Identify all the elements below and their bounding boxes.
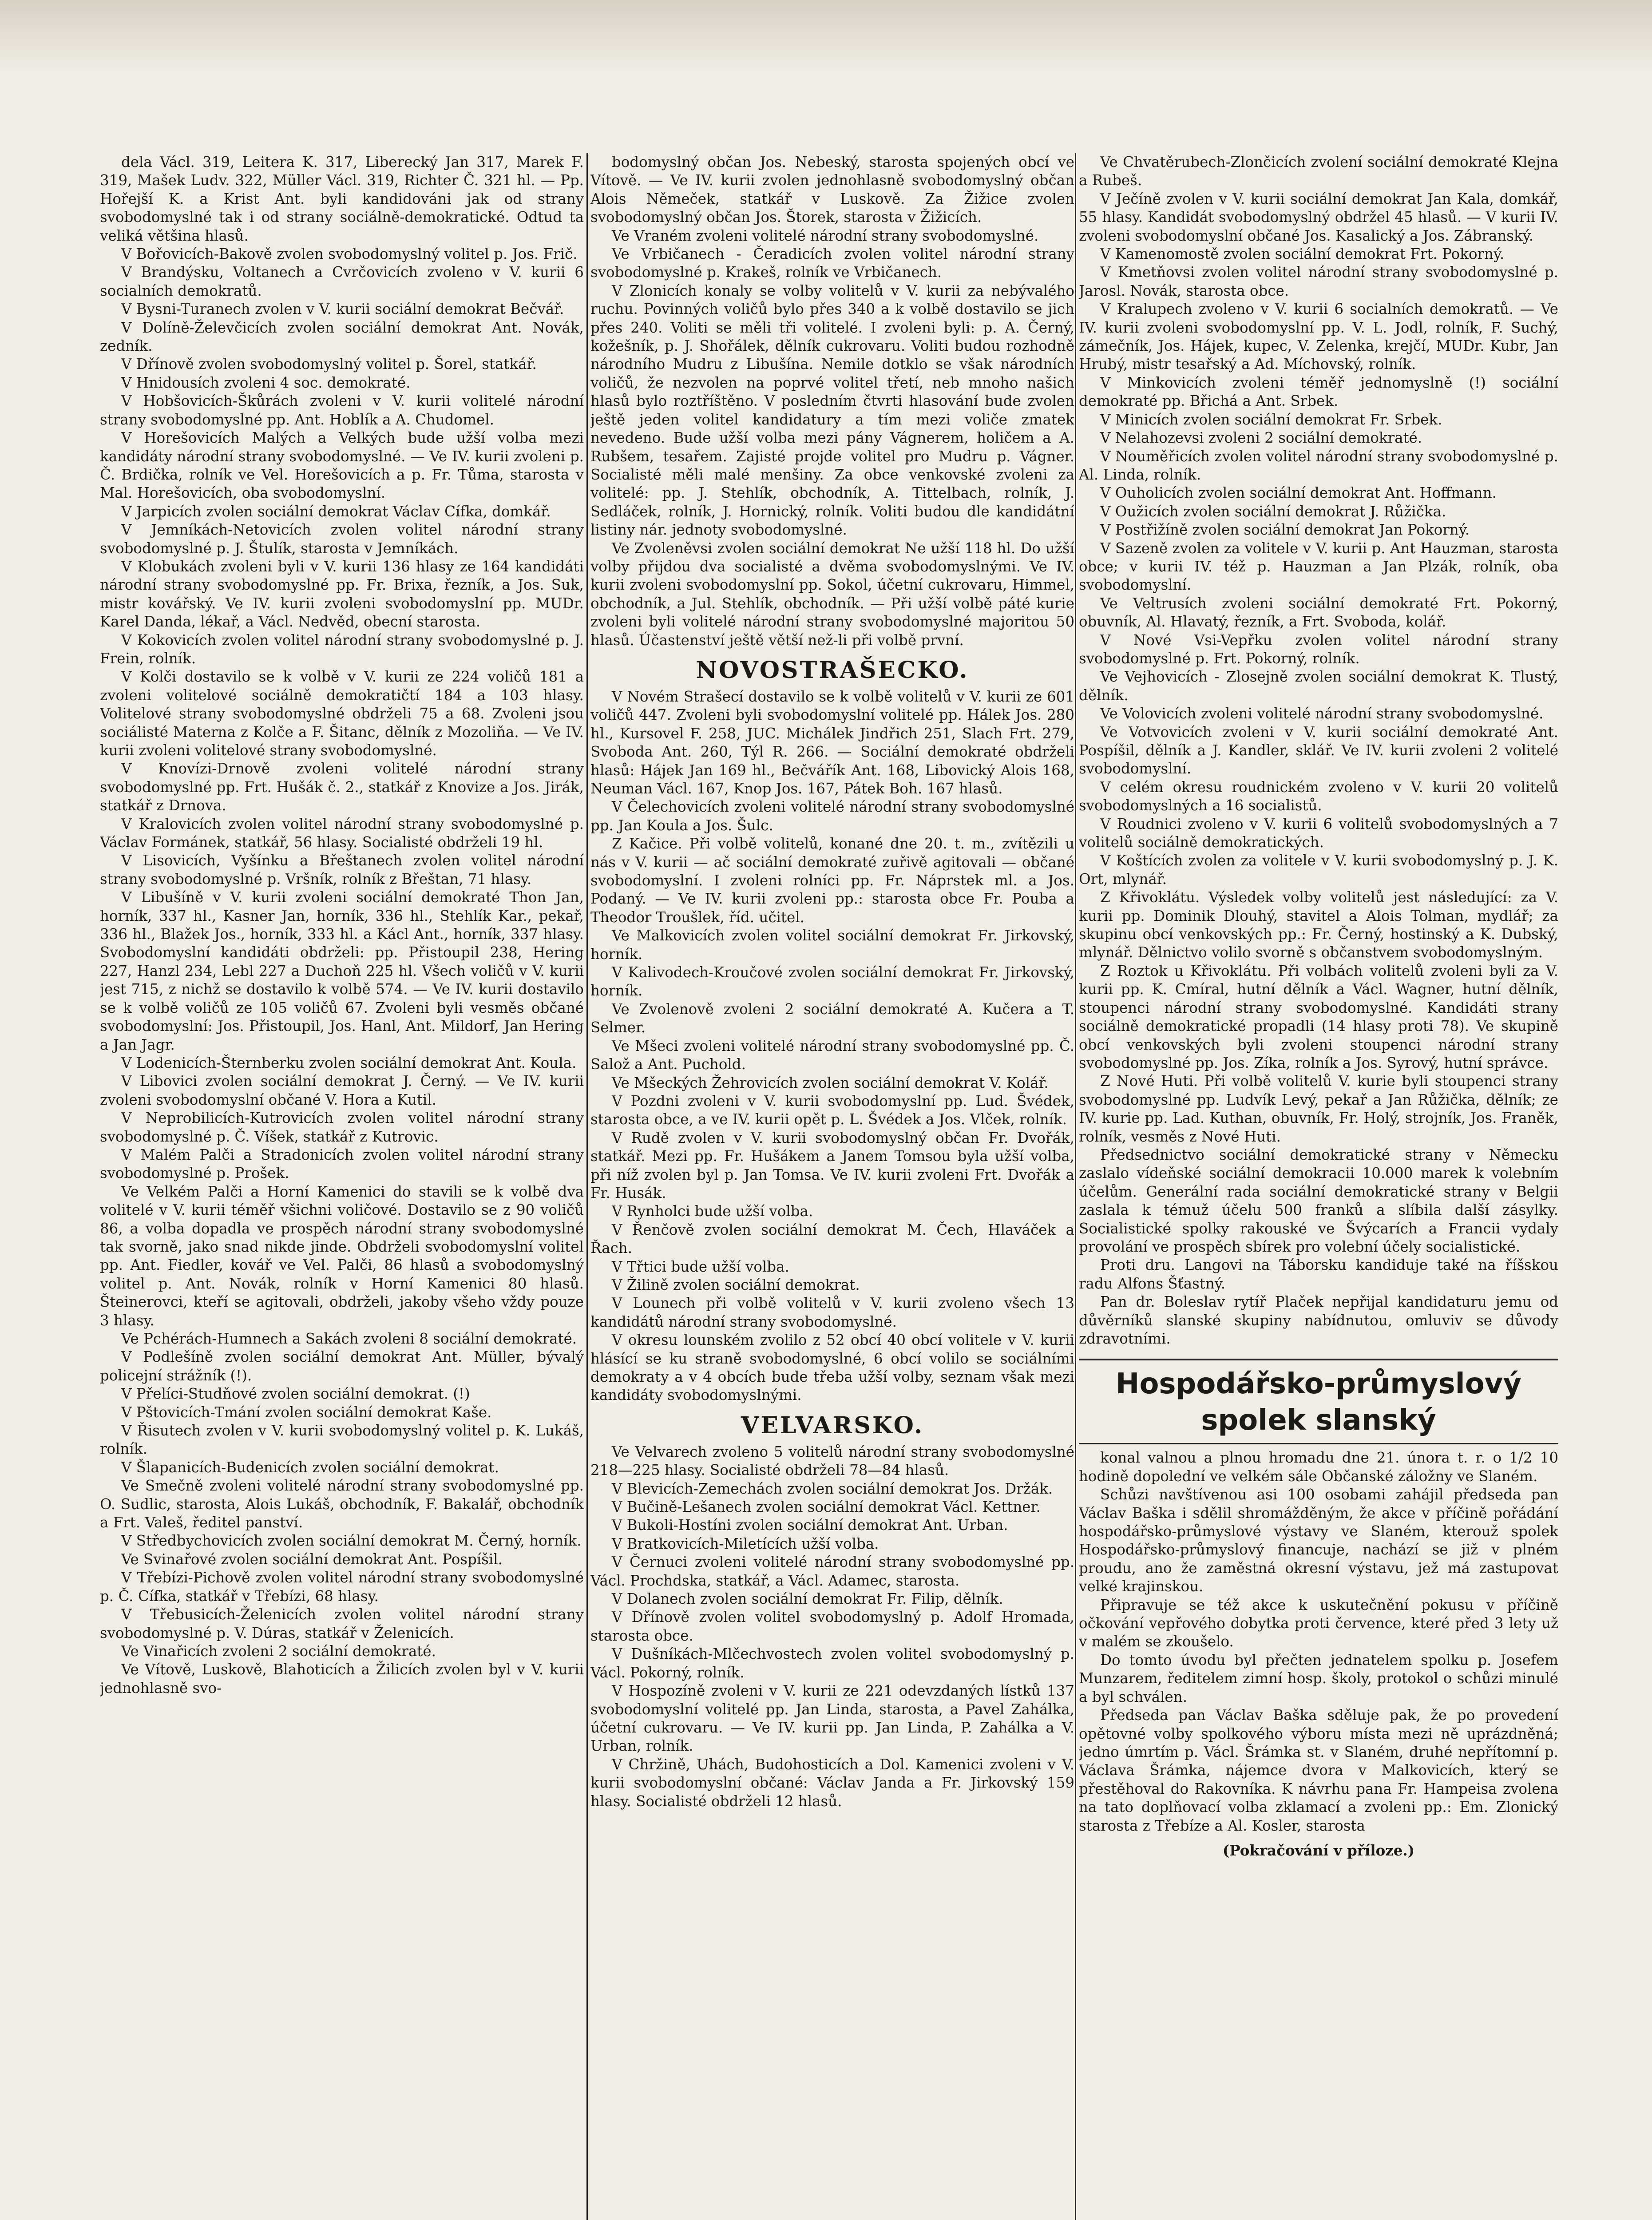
paragraph: V Řisutech zvolen v V. kurii svobodomyslný volitel p. K. Lukáš, rolník. bbox=[100, 1422, 584, 1458]
paragraph: V Kralovicích zvolen volitel národní strany svobodomyslné p. Václav Formánek, statkář, 56 hlasy. Socialisté obdrželi 19 hl. bbox=[100, 815, 584, 851]
paragraph: V Nové Vsi-Vepřku zvolen volitel národní strany svobodomyslné p. Frt. Pokorný, rolník. bbox=[1079, 631, 1558, 667]
paragraph: V Blevicích-Zemechách zvolen sociální demokrat Jos. Držák. bbox=[612, 1480, 1053, 1497]
paragraph: Ve Velkém Palči a Horní Kamenici do stavili se k volbě dva volitelé v V. kurii téměř všichni voličové. Dostavilo se z 90 voličů 86, a volba dopadla ve prospěch národní strany svobodomyslné tak svorně, jako snad nikde jinde. Obdrželi svobodomyslní volitel pp. Ant. Fiedler, kovář ve Vel. Palči, 86 hlasů a svobodomyslný volitel p. Ant. Novák, rolník v Horní Kamenici 80 hlasů. Šteinerovci, kteří se agitovali, obdrželi, jakoby všeho vždy pouze 3 hlasy. bbox=[100, 1183, 584, 1329]
paragraph: Do tomto úvodu byl přečten jednatelem spolku p. Josefem Munzarem, ředitelem zimní hosp. školy, protokol o schůzi minulé a byl schválen. bbox=[1079, 1651, 1558, 1705]
paragraph: V Kolči dostavilo se k volbě v V. kurii ze 224 voličů 181 a zvoleni volitelové sociálně demokratičtí 184 a 103 hlasy. Volitelové strany svobodomyslné obdrželi 75 a 68. Zvoleni jsou sociálisté Materna z Kolče a F. Šitanc, dělník z Mozoliňa. — Ve IV. kurii zvoleni volitelové strany svobodomyslné. bbox=[100, 668, 584, 759]
paragraph: V Roudnici zvoleno v V. kurii 6 volitelů svobodomyslných a 7 volitelů sociálně demokratických. bbox=[1079, 815, 1558, 851]
paragraph: V Dolíně-Želevčicích zvolen sociální demokrat Ant. Novák, zedník. bbox=[100, 319, 584, 355]
paragraph: V Ouholicích zvolen sociální demokrat Ant. Hoffmann. bbox=[1100, 484, 1497, 502]
paragraph: V Nouměřicích zvolen volitel národní strany svobodomyslné p. Al. Linda, rolník. bbox=[1079, 448, 1558, 483]
paragraph: Ve Votvovicích zvoleni v V. kurii sociální demokraté Ant. Pospíšil, dělník a J. Kandler, sklář. Ve IV. kurii zvoleni 2 volitelé svobodomyslní. bbox=[1079, 723, 1558, 777]
paragraph: V Přelíci-Studňové zvolen sociální demokrat. (!) bbox=[121, 1385, 470, 1403]
paragraph: V Středbychovicích zvolen sociální demokrat M. Černý, horník. bbox=[121, 1532, 582, 1550]
paragraph: Ve Vrbičanech - Čeradicích zvolen volitel národní strany svobodomyslné p. Krakeš, rolník ve Vrbičanech. bbox=[590, 246, 1074, 281]
paragraph: V Klobukách zvoleni byli v V. kurii 136 hlasy ze 164 kandidáti národní strany svobodomyslné pp. Fr. Brixa, řezník, a Jos. Suk, mistr kovářský. Ve IV. kurii zvoleni svobodomyslní pp. MUDr. Karel Danda, lékař, a Václ. Nedvěd, obecní starosta. bbox=[100, 558, 584, 630]
paragraph: Ve Veltrusích zvoleni sociální demokraté Frt. Pokorný, obuvník, Al. Hlavatý, řezník, a Frt. Svoboda, kolář. bbox=[1079, 595, 1558, 630]
paragraph: V Postřižíně zvolen sociální demokrat Jan Pokorný. bbox=[1100, 521, 1470, 539]
paragraph: Ve Malkovicích zvolen volitel sociální demokrat Fr. Jirkovský, horník. bbox=[590, 927, 1074, 963]
paragraph: V Kokovicích zvolen volitel národní strany svobodomyslné p. J. Frein, rolník. bbox=[100, 631, 584, 667]
paragraph: Z Kačice. Při volbě volitelů, konané dne 20. t. m., zvítězili u nás v V. kurii — ač sociální demokraté zuřivě agitovali — občané svobodomyslní. I zvoleni rolníci pp. Fr. Náprstek ml. a Jos. Podaný. — Ve IV. kurii zvoleni pp.: starosta obce Fr. Pouba a Theodor Troušlek, říd. učitel. bbox=[590, 835, 1074, 926]
paragraph: V Hospozíně zvoleni v V. kurii ze 221 odevzdaných lístků 137 svobodomyslní volitelé pp. Jan Linda, starosta, a Pavel Zahálka, účetní cukrovaru. — Ve IV. kurii pp. Jan Linda, P. Zahálka a V. Urban, rolník. bbox=[590, 1682, 1074, 1755]
paragraph: V Lisovicích, Vyšínku a Břeštanech zvolen volitel národní strany svobodomyslné p. Vršník, rolník z Břeštan, 71 hlasy. bbox=[100, 852, 584, 888]
paragraph: Ve Zvolenově zvoleni 2 sociální demokraté A. Kučera a T. Selmer. bbox=[590, 1000, 1074, 1036]
paragraph: V Čelechovicích zvoleni volitelé národní strany svobodomyslné pp. Jan Koula a Jos. Šulc. bbox=[590, 798, 1074, 834]
paragraph: Schůzi navštívenou asi 100 osobami zahájil předseda pan Václav Baška i sdělil shromážděným, že akce v příčině pořádání hospodářsko-průmyslové výstavy ve Slaném, kterouž spolek Hospodářsko-průmyslový financuje, nachází se již v plném proudu, ano že zaměstná okresní výstavu, jež má zastupovat velké krajinskou. bbox=[1079, 1486, 1558, 1595]
paragraph: V Třebusicích-Želenicích zvolen volitel národní strany svobodomyslné p. V. Dúras, statkář v Želenicích. bbox=[100, 1606, 584, 1641]
column-1 bbox=[100, 153, 584, 2220]
column-rule-1 bbox=[586, 153, 588, 2220]
paragraph: V Brandýsku, Voltanech a Cvrčovicích zvoleno v V. kurii 6 socialních demokratů. bbox=[100, 264, 584, 299]
paragraph: V Podlešíně zvolen sociální demokrat Ant. Müller, bývalý policejní strážník (!). bbox=[100, 1348, 584, 1384]
paragraph: V Horešovicích Malých a Velkých bude užší volba mezi kandidáty národní strany svobodomyslné. — Ve IV. kurii zvoleni p. Č. Brdička, rolník ve Vel. Horešovicích a p. Fr. Tůma, starosta v Mal. Horešovicích, oba svobodomyslní. bbox=[100, 429, 584, 502]
paragraph: V Malém Palči a Stradonicích zvolen volitel národní strany svobodomyslné p. Prošek. bbox=[100, 1146, 584, 1182]
paragraph: Pan dr. Boleslav rytíř Plaček nepřijal kandidaturu jemu od důvěrníků slanské skupiny nabídnutou, omluviv se důvody zdravotními. bbox=[1079, 1293, 1558, 1347]
article-title: Hospodářsko-průmyslový spolek slanský bbox=[1079, 1359, 1558, 1444]
column-3 bbox=[1079, 153, 1558, 2220]
paragraph: V Pštovicích-Tmání zvolen sociální demokrat Kaše. bbox=[121, 1403, 492, 1421]
section-heading: VELVARSKO. bbox=[741, 1411, 924, 1439]
paragraph: V Třtici bude užší volba. bbox=[612, 1258, 789, 1275]
paragraph: Z Roztok u Křivoklátu. Při volbách volitelů zvoleni byli za V. kurii pp. K. Cmíral, hutní dělník a Václ. Wagner, hutní dělník, stoupenci národní strany svobodomyslné. Kandidáti strany sociálně demokratické propadli (14 hlasy proti 78). Ve skupině obcí venkovských byli zvoleni stoupenci národní strany svobodomyslné pp. Jos. Zíka, rolník a Jos. Syrový, hutní správce. bbox=[1079, 962, 1558, 1071]
paragraph: Ve Mšeckých Žehrovicích zvolen sociální demokrat V. Kolář. bbox=[612, 1074, 1049, 1091]
paragraph: V Lodenicích-Šternberku zvolen sociální demokrat Ant. Koula. bbox=[121, 1054, 577, 1071]
paragraph: V Kalivodech-Kroučové zvolen sociální demokrat Fr. Jirkovský, horník. bbox=[590, 964, 1074, 999]
paragraph: V Kmetňovsi zvolen volitel národní strany svobodomyslné p. Jarosl. Novák, starosta obce. bbox=[1079, 264, 1558, 299]
paragraph: Ve Vraném zvoleni volitelé národní strany svobodomyslné. bbox=[612, 227, 1039, 244]
paragraph: V Nelahozevsi zvoleni 2 sociální demokraté. bbox=[1100, 429, 1422, 447]
paragraph: Ve Chvatěrubech-Zlončicích zvolení sociální demokraté Klejna a Rubeš. bbox=[1079, 154, 1558, 189]
paragraph: Ve Vítově, Luskově, Blahoticích a Žilicích zvolen byl v V. kurii jednohlasně svo- bbox=[100, 1661, 584, 1697]
paragraph: V Libovici zvolen sociální demokrat J. Černý. — Ve IV. kurii zvoleni svobodomyslní občané V. Hora a Kutil. bbox=[100, 1073, 584, 1108]
paragraph: V Koštících zvolen za volitele v V. kurii svobodomyslný p. J. K. Ort, mlynář. bbox=[1079, 852, 1558, 888]
paragraph: V Oužicích zvolen sociální demokrat J. Růžička. bbox=[1100, 503, 1446, 520]
paragraph: V Dolanech zvolen sociální demokrat Fr. Filip, dělník. bbox=[612, 1590, 1003, 1608]
paragraph: V celém okresu roudnickém zvoleno v V. kurii 20 volitelů svobodomyslných a 16 socialistů. bbox=[1079, 778, 1558, 814]
paragraph: Ve Volovicích zvoleni volitelé národní strany svobodomyslné. bbox=[1100, 705, 1544, 722]
paragraph: V Novém Strašecí dostavilo se k volbě volitelů v V. kurii ze 601 voličů 447. Zvoleni byli svobodomyslní volitelé pp. Hálek Jos. 280 hl., Kursovel F. 258, JUC. Michálek Jindřich 251, Slach Frt. 279, Svoboda Ant. 260, Týl R. 266. — Sociální demokraté obdrželi hlasů: Hájek Jan 169 hl., Bečvářík Ant. 168, Libovický Alois 168, Neuman Václ. 167, Knop Jos. 167, Pátek Boh. 167 hlasů. bbox=[590, 688, 1074, 797]
paragraph: konal valnou a plnou hromadu dne 21. února t. r. o 1/2 10 hodině dopolední ve velkém sále Občanské záložny ve Slaném. bbox=[1079, 1449, 1558, 1485]
paragraph: V Bratkovicích-Miletících užší volba. bbox=[612, 1535, 879, 1552]
paragraph: V Minkovicích zvoleni téměř jednomyslně (!) sociální demokraté pp. Břichá a Ant. Srbek. bbox=[1079, 374, 1558, 410]
paragraph: V Dřínově zvolen svobodomyslný volitel p. Šorel, statkář. bbox=[121, 356, 537, 373]
paragraph: Ve Vejhovicích - Zlosejně zvolen sociální demokrat K. Tlustý, dělník. bbox=[1079, 668, 1558, 704]
paragraph: V Třebízi-Pichově zvolen volitel národní strany svobodomyslné p. Č. Cífka, statkář v Třebízi, 68 hlasy. bbox=[100, 1569, 584, 1605]
paragraph: Z Křivoklátu. Výsledek volby volitelů jest následující: za V. kurii pp. Dominik Dlouhý, stavitel a Alois Tolman, mydlář; za skupinu obcí venkovských pp.: Fr. Černý, hostinský a K. Dubský, mlynář. Dělnictvo volilo svorně s občanstvem svobodomyslným. bbox=[1079, 889, 1558, 961]
paragraph: V Libušíně v V. kurii zvoleni sociální demokraté Thon Jan, horník, 337 hl., Kasner Jan, horník, 336 hl., Stehlík Kar., pekař, 336 hl., Blažek Jos., horník, 333 hl. a Kácl Ant., horník, 337 hlasy. Svobodomyslní kandidáti obdrželi: pp. Přistoupil 238, Hering 227, Hanzl 234, Lebl 227 a Duchoň 225 hl. Všech voličů v V. kurii jest 715, z nichž se dostavilo k volbě 574. — Ve IV. kurii dostavilo se k volbě voličů ze 105 voličů 67. Zvoleni byli vesměs občané svobodomyslní: Jos. Přistoupil, Jos. Hanl, Ant. Mildorf, Jan Hering a Jan Jagr. bbox=[100, 889, 584, 1053]
paragraph: Z Nové Huti. Při volbě volitelů V. kurie byli stoupenci strany svobodomyslné pp. Ludvík Levý, pekař a Jan Růžička, dělník; ze IV. kurie pp. Lad. Kuthan, obuvník, Fr. Holý, strojník, Jos. Franěk, rolník, vesměs z Nové Huti. bbox=[1079, 1073, 1558, 1145]
column-rule-2 bbox=[1075, 153, 1076, 2220]
column-2 bbox=[590, 153, 1074, 2220]
paragraph: V Ječíně zvolen v V. kurii sociální demokrat Jan Kala, domkář, 55 hlasy. Kandidát svobodomyslný obdržel 45 hlasů. — V kurii IV. zvoleni svobodomyslní občané Jos. Kasalický a Jos. Zábranský. bbox=[1079, 190, 1558, 244]
paragraph: V Rudě zvolen v V. kurii svobodomyslný občan Fr. Dvořák, statkář. Mezi pp. Fr. Hušákem a Janem Tomsou byla užší volba, při níž zvolen byl p. Jan Tomsa. Ve IV. kurii zvoleni Frt. Dvořák a Fr. Husák. bbox=[590, 1129, 1074, 1201]
paragraph: V Šlapanicích-Budenicích zvolen sociální demokrat. bbox=[121, 1459, 499, 1476]
paragraph: V Žilině zvolen sociální demokrat. bbox=[612, 1276, 860, 1293]
paragraph: V Bukoli-Hostíni zvolen sociální demokrat Ant. Urban. bbox=[612, 1517, 1008, 1534]
paragraph: Předseda pan Václav Baška sděluje pak, že po provedení opětovné volby spolkového výboru místa mezi ně uprázdněná; jedno úmrtím p. Václ. Šrámka st. v Slaném, druhé nepřítomní p. Václava Šrámka, nájemce dvora v Malkovicích, který se přestěhoval do Rakovníka. K návrhu pana Fr. Hampeisa zvolena na tato doplňovací volba zklamací a zvoleni pp.: Em. Zlonický starosta z Třebíze a Al. Kosler, starosta bbox=[1079, 1707, 1558, 1834]
paragraph: V Řenčově zvolen sociální demokrat M. Čech, Hlaváček a Řach. bbox=[590, 1221, 1074, 1257]
paragraph: V Dřínově zvolen volitel svobodomyslný p. Adolf Hromada, starosta obce. bbox=[590, 1609, 1074, 1644]
paragraph: V Knovízi-Drnově zvoleni volitelé národní strany svobodomyslné pp. Frt. Hušák č. 2., statkář z Knovize a Jos. Jirák, statkář z Drnova. bbox=[100, 760, 584, 814]
paragraph: V okresu lounském zvolilo z 52 obcí 40 obcí volitele v V. kurii hlásící se ku straně svobodomyslné, 6 obcí volilo se sociálními demokraty a v 4 obcích bude třeba užší volby, seznam však mezi kandidáty svobodomyslnými. bbox=[590, 1332, 1074, 1404]
paragraph: Ve Svinařové zvolen sociální demokrat Ant. Pospíšil. bbox=[121, 1550, 503, 1568]
paragraph: Ve Pchérách-Humnech a Sakách zvoleni 8 sociální demokraté. bbox=[121, 1330, 577, 1347]
paragraph: V Zlonicích konaly se volby volitelů v V. kurii za nebývalého ruchu. Povinných voličů bylo přes 340 a k volbě dostavilo se jich přes 240. Voliti se měli tři volitelé. I zvoleni byli: p. A. Černý, kožešník, p. J. Shořálek, dělník cukrovaru. Voliti budou rozhodně národního Mudru z Libušína. Nemile dotklo se však národních voličů, že nezvolen na poprvé volitel třetí, neb mnoho našich hlasů bylo roztříštěno. V posledním čtvrti hlasování bude zvolen ještě jeden volitel kandidatury a tím mezi voliče zmatek nevedeno. Bude užší volba mezi pány Vágnerem, holičem a A. Rubšem, tesařem. Zajisté projde volitel pro Mudru p. Vágner. Socialisté měli malé menšiny. Za obce venkovské zvoleni za volitelé: pp. J. Stehlík, obchodník, A. Tittelbach, rolník, J. Sedláček, rolník, J. Hornický, rolník. Voliti budou dle kandidátní listiny nár. jednoty svobodomyslné. bbox=[590, 282, 1074, 539]
paragraph: V Bučině-Lešanech zvolen sociální demokrat Václ. Kettner. bbox=[612, 1498, 1041, 1516]
paragraph: V Lounech při volbě volitelů v V. kurii zvoleno všech 13 kandidátů národní strany svobodomyslné. bbox=[590, 1295, 1074, 1330]
paragraph: Proti dru. Langovi na Táborsku kandiduje také na říšskou radu Alfons Šťastný. bbox=[1079, 1257, 1558, 1292]
paragraph: V Jarpicích zvolen sociální demokrat Václav Cífka, domkář. bbox=[121, 503, 551, 520]
paragraph: Ve Velvarech zvoleno 5 volitelů národní strany svobodomyslné 218—225 hlasy. Socialisté obdrželi 78—84 hlasů. bbox=[590, 1443, 1074, 1479]
paragraph: V Chržině, Uhách, Budohosticích a Dol. Kamenici zvoleni v V. kurii svobodomyslní občané: Václav Janda a Fr. Jirkovský 159 hlasy. Socialisté obdrželi 12 hlasů. bbox=[590, 1756, 1074, 1810]
paragraph: Ve Zvoleněvsi zvolen sociální demokrat Ne užší 118 hl. Do užší volby přijdou dva socialisté a dvěma svobodomyslnými. Ve IV. kurii zvoleni svobodomyslní pp. Sokol, účetní cukrovaru, Himmel, obchodník, a Jul. Stehlík, obchodník. — Při užší volbě páté kurie zvoleni byli volitelé národní strany svobodomyslné majoritou 50 hlasů. Účastenství ještě větší než-li při volbě první. bbox=[590, 539, 1074, 649]
paragraph: V Minicích zvolen sociální demokrat Fr. Srbek. bbox=[1100, 411, 1442, 428]
paragraph: V Černuci zvoleni volitelé národní strany svobodomyslné pp. Václ. Prochdska, statkář, a Václ. Adamec, starosta. bbox=[590, 1554, 1074, 1589]
paragraph: V Jemníkách-Netovicích zvolen volitel národní strany svobodomyslné p. J. Štulík, starosta v Jemníkách. bbox=[100, 521, 584, 557]
continuation-note: (Pokračování v příloze.) bbox=[1222, 1841, 1415, 1859]
paragraph: V Rynholci bude užší volba. bbox=[612, 1203, 813, 1220]
paragraph: V Hnidousích zvoleni 4 soc. demokraté. bbox=[121, 374, 411, 391]
paragraph: V Kralupech zvoleno v V. kurii 6 socialních demokratů. — Ve IV. kurii zvoleni svobodomyslní pp. V. L. Jodl, rolník, F. Suchý, zámečník, Jos. Hájek, kupec, V. Zelenka, krejčí, MUDr. Kubr, Jan Hrubý, mistr tesařský a Ad. Míchovský, rolník. bbox=[1079, 301, 1558, 373]
paragraph: Předsednictvo sociální demokratické strany v Německu zaslalo vídeňské sociální demokracii 10.000 marek k volebním účelům. Generální rada sociální demokratické strany v Belgii zaslala k témuž účelu 500 franků a slíbila další zásylky. Socialistické spolky rakouské ve Švýcarích a Francii vydaly provolání ve prospěch sbírek pro volební účely socialistické. bbox=[1079, 1146, 1558, 1255]
section-heading: NOVOSTRAŠECKO. bbox=[696, 656, 969, 684]
paragraph: Ve Smečně zvoleni volitelé národní strany svobodomyslné pp. O. Sudlic, starosta, Alois Lukáš, obchodník, F. Bakalář, obchodník a Frt. Valeš, ředitel panství. bbox=[100, 1477, 584, 1531]
paragraph: bodomyslný občan Jos. Nebeský, starosta spojených obcí ve Vítově. — Ve IV. kurii zvolen jednohlasně svobodomyslný občan Alois Němeček, statkář v Luskově. Za Žižice zvolen svobodomyslný občan Jos. Štorek, starosta v Žižicích. bbox=[590, 154, 1074, 226]
paragraph: V Hobšovicích-Škůrách zvoleni v V. kurii volitelé národní strany svobodomyslné pp. Ant. Hoblík a A. Chudomel. bbox=[100, 392, 584, 428]
paragraph: dela Václ. 319, Leitera K. 317, Liberecký Jan 317, Marek F. 319, Mašek Ludv. 322, Müller Václ. 319, Richter Č. 321 hl. — Pp. Hořejší K. a Krist Ant. byli kandidováni jak od strany svobodomyslné tak i od strany sociálně-demokratické. Odtud ta veliká většina hlasů. bbox=[100, 154, 584, 244]
paragraph: V Bysni-Turanech zvolen v V. kurii sociální demokrat Bečvář. bbox=[121, 301, 564, 318]
scan-edge bbox=[0, 0, 1652, 71]
paragraph: V Pozdni zvoleni v V. kurii svobodomyslní pp. Lud. Švédek, starosta obce, a ve IV. kurii opět p. L. Švédek a Jos. Vlček, rolník. bbox=[590, 1092, 1074, 1128]
paragraph: Ve Mšeci zvoleni volitelé národní strany svobodomyslné pp. Č. Salož a Ant. Puchold. bbox=[590, 1037, 1074, 1073]
paragraph: Ve Vinařicích zvoleni 2 sociální demokraté. bbox=[121, 1642, 436, 1660]
paragraph: Připravuje se též akce k uskutečnění pokusu v příčině očkování vepřového dobytka proti července, které před 3 lety už v malém se zkoušelo. bbox=[1079, 1596, 1558, 1650]
paragraph: V Dušníkách-Mlčechvostech zvolen volitel svobodomyslný p. Václ. Pokorný, rolník. bbox=[590, 1645, 1074, 1681]
paragraph: V Kamenomostě zvolen sociální demokrat Frt. Pokorný. bbox=[1100, 246, 1505, 263]
paragraph: V Neprobilicích-Kutrovicích zvolen volitel národní strany svobodomyslné p. Č. Víšek, statkář z Kutrovic. bbox=[100, 1110, 584, 1145]
paragraph: V Sazeně zvolen za volitele v V. kurii p. Ant Hauzman, starosta obce; v kurii IV. též p. Hauzman a Jan Plzák, rolník, oba svobodomyslní. bbox=[1079, 539, 1558, 594]
paragraph: V Bořovicích-Bakově zvolen svobodomyslný volitel p. Jos. Frič. bbox=[121, 246, 578, 263]
